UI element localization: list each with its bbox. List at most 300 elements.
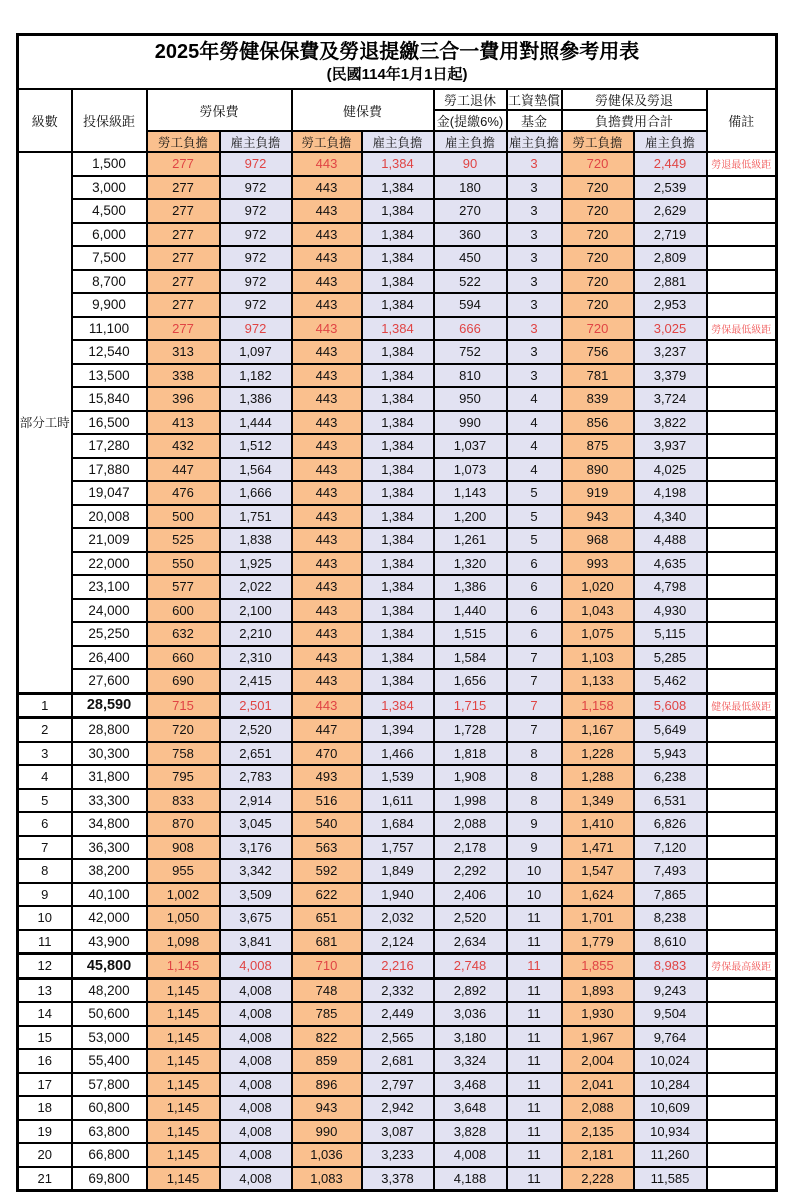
cell-total-employee: 1,779 [562,930,634,954]
cell-total-employee: 1,855 [562,954,634,979]
cell-bracket: 48,200 [72,978,147,1002]
cell-wage-fund-employer: 11 [507,1120,562,1144]
table-row [18,575,777,599]
cell-health-employer: 1,384 [362,622,434,646]
cell-total-employer: 3,379 [634,364,707,388]
cell-pension-employer: 1,908 [434,765,507,789]
cell-labor-employer: 1,444 [220,411,292,435]
cell-total-employer: 10,609 [634,1096,707,1120]
cell-wage-fund-employer: 8 [507,765,562,789]
cell-bracket: 53,000 [72,1026,147,1050]
cell-total-employee: 1,471 [562,836,634,860]
table-row [18,646,777,670]
cell-labor-employer: 972 [220,246,292,270]
cell-bracket: 30,300 [72,742,147,766]
cell-bracket: 55,400 [72,1049,147,1073]
cell-remark [707,1026,777,1050]
cell-pension-employer: 1,656 [434,669,507,693]
cell-health-employer: 1,384 [362,599,434,623]
cell-health-employee: 443 [292,340,362,364]
cell-health-employee: 443 [292,387,362,411]
cell-total-employer: 7,865 [634,883,707,907]
cell-pension-employer: 3,324 [434,1049,507,1073]
cell-bracket: 24,000 [72,599,147,623]
cell-health-employee: 443 [292,458,362,482]
cell-wage-fund-employer: 11 [507,1002,562,1026]
cell-total-employer: 10,284 [634,1073,707,1097]
cell-wage-fund-employer: 5 [507,505,562,529]
cell-labor-employer: 3,045 [220,812,292,836]
cell-remark [707,599,777,623]
table-row [18,718,777,742]
cell-health-employee: 443 [292,646,362,670]
cell-total-employer: 2,881 [634,270,707,294]
cell-wage-fund-employer: 4 [507,458,562,482]
cell-pension-employer: 180 [434,176,507,200]
cell-remark [707,906,777,930]
cell-total-employee: 1,547 [562,859,634,883]
cell-labor-employee: 277 [147,223,220,247]
cell-health-employee: 443 [292,693,362,718]
cell-total-employee: 1,043 [562,599,634,623]
table-row [18,1120,777,1144]
cell-bracket: 40,100 [72,883,147,907]
cell-labor-employee: 1,145 [147,1143,220,1167]
cell-wage-fund-employer: 11 [507,1143,562,1167]
cell-health-employee: 710 [292,954,362,979]
cell-remark [707,552,777,576]
cell-wage-fund-employer: 11 [507,1096,562,1120]
table-row [18,364,777,388]
cell-bracket: 63,800 [72,1120,147,1144]
cell-health-employee: 443 [292,317,362,341]
cell-health-employee: 443 [292,505,362,529]
cell-health-employee: 443 [292,622,362,646]
cell-bracket: 38,200 [72,859,147,883]
cell-level: 17 [18,1073,72,1097]
cell-labor-employee: 870 [147,812,220,836]
cell-total-employee: 720 [562,176,634,200]
cell-total-employee: 1,158 [562,693,634,718]
cell-pension-employer: 1,818 [434,742,507,766]
cell-total-employee: 1,967 [562,1026,634,1050]
subheader-pension-employer: 雇主負擔 [434,131,507,152]
cell-wage-fund-employer: 3 [507,176,562,200]
cell-health-employer: 1,384 [362,646,434,670]
cell-total-employer: 2,539 [634,176,707,200]
cell-labor-employee: 277 [147,293,220,317]
cell-pension-employer: 1,386 [434,575,507,599]
cell-bracket: 23,100 [72,575,147,599]
cell-pension-employer: 594 [434,293,507,317]
cell-total-employee: 720 [562,317,634,341]
cell-remark [707,883,777,907]
cell-level: 5 [18,789,72,813]
cell-labor-employer: 4,008 [220,978,292,1002]
cell-health-employee: 443 [292,481,362,505]
cell-health-employee: 443 [292,434,362,458]
cell-total-employer: 3,025 [634,317,707,341]
cell-total-employer: 9,504 [634,1002,707,1026]
cell-labor-employer: 4,008 [220,1026,292,1050]
cell-health-employer: 1,940 [362,883,434,907]
cell-wage-fund-employer: 10 [507,859,562,883]
cell-pension-employer: 3,648 [434,1096,507,1120]
cell-health-employer: 2,797 [362,1073,434,1097]
cell-pension-employer: 2,748 [434,954,507,979]
cell-remark [707,978,777,1002]
table-row [18,340,777,364]
cell-bracket: 1,500 [72,152,147,176]
cell-total-employee: 2,181 [562,1143,634,1167]
cell-total-employee: 1,288 [562,765,634,789]
cell-labor-employee: 908 [147,836,220,860]
cell-labor-employee: 277 [147,246,220,270]
cell-health-employer: 1,384 [362,387,434,411]
cell-wage-fund-employer: 9 [507,812,562,836]
cell-total-employee: 720 [562,152,634,176]
cell-labor-employee: 338 [147,364,220,388]
cell-wage-fund-employer: 7 [507,646,562,670]
cell-level: 10 [18,906,72,930]
cell-health-employer: 1,384 [362,528,434,552]
cell-health-employer: 1,384 [362,223,434,247]
cell-wage-fund-employer: 11 [507,1049,562,1073]
cell-labor-employee: 413 [147,411,220,435]
cell-health-employee: 990 [292,1120,362,1144]
cell-health-employer: 2,032 [362,906,434,930]
cell-bracket: 33,300 [72,789,147,813]
table-row [18,1026,777,1050]
table-row [18,1073,777,1097]
cell-labor-employer: 972 [220,317,292,341]
header-labor-insurance: 勞保費 [147,89,292,131]
cell-labor-employee: 396 [147,387,220,411]
cell-wage-fund-employer: 3 [507,340,562,364]
cell-level: 19 [18,1120,72,1144]
cell-level: 7 [18,836,72,860]
cell-health-employer: 1,384 [362,246,434,270]
cell-wage-fund-employer: 11 [507,1167,562,1191]
cell-remark: 勞保最高級距 [707,954,777,979]
cell-total-employee: 1,020 [562,575,634,599]
cell-labor-employer: 972 [220,223,292,247]
cell-labor-employer: 1,925 [220,552,292,576]
cell-remark: 勞保最低級距 [707,317,777,341]
header-wage-fund-line1: 工資墊償 [507,89,562,110]
cell-level: 15 [18,1026,72,1050]
cell-total-employee: 839 [562,387,634,411]
cell-labor-employee: 1,145 [147,1049,220,1073]
cell-pension-employer: 1,037 [434,434,507,458]
cell-remark [707,481,777,505]
header-bracket: 投保級距 [72,89,147,152]
cell-health-employee: 443 [292,223,362,247]
cell-labor-employee: 632 [147,622,220,646]
table-row [18,199,777,223]
table-row [18,411,777,435]
cell-health-employee: 859 [292,1049,362,1073]
cell-health-employee: 1,036 [292,1143,362,1167]
cell-total-employer: 2,449 [634,152,707,176]
cell-health-employer: 1,384 [362,669,434,693]
cell-wage-fund-employer: 11 [507,930,562,954]
cell-labor-employee: 1,098 [147,930,220,954]
cell-labor-employee: 525 [147,528,220,552]
cell-pension-employer: 1,998 [434,789,507,813]
cell-total-employer: 8,610 [634,930,707,954]
cell-pension-employer: 810 [434,364,507,388]
subheader-total-employee: 勞工負擔 [562,131,634,152]
cell-total-employer: 9,243 [634,978,707,1002]
table-row [18,978,777,1002]
cell-labor-employer: 1,386 [220,387,292,411]
cell-total-employer: 4,930 [634,599,707,623]
cell-level: 6 [18,812,72,836]
cell-health-employee: 896 [292,1073,362,1097]
table-row [18,552,777,576]
cell-labor-employee: 550 [147,552,220,576]
page-title: 2025年勞健保保費及勞退提繳三合一費用對照參考用表 [154,41,640,63]
cell-labor-employer: 972 [220,199,292,223]
cell-health-employee: 470 [292,742,362,766]
cell-total-employer: 2,953 [634,293,707,317]
cell-health-employee: 443 [292,152,362,176]
cell-total-employer: 4,198 [634,481,707,505]
cell-labor-employer: 972 [220,176,292,200]
table-row [18,765,777,789]
cell-level: 1 [18,693,72,718]
cell-health-employee: 748 [292,978,362,1002]
cell-health-employer: 1,384 [362,575,434,599]
cell-pension-employer: 2,892 [434,978,507,1002]
cell-labor-employer: 4,008 [220,1002,292,1026]
cell-total-employee: 943 [562,505,634,529]
cell-pension-employer: 990 [434,411,507,435]
cell-labor-employee: 1,145 [147,1167,220,1191]
cell-health-employee: 447 [292,718,362,742]
table-row [18,622,777,646]
cell-health-employee: 493 [292,765,362,789]
cell-remark [707,812,777,836]
cell-pension-employer: 2,088 [434,812,507,836]
cell-total-employee: 2,088 [562,1096,634,1120]
cell-health-employer: 1,394 [362,718,434,742]
cell-labor-employee: 1,145 [147,1120,220,1144]
cell-remark [707,270,777,294]
cell-labor-employee: 1,145 [147,978,220,1002]
cell-bracket: 57,800 [72,1073,147,1097]
cell-total-employer: 4,488 [634,528,707,552]
cell-health-employer: 1,684 [362,812,434,836]
cell-remark [707,505,777,529]
cell-pension-employer: 1,073 [434,458,507,482]
cell-level: 8 [18,859,72,883]
cell-labor-employee: 1,002 [147,883,220,907]
cell-total-employee: 1,930 [562,1002,634,1026]
cell-labor-employer: 4,008 [220,1167,292,1191]
cell-health-employer: 3,087 [362,1120,434,1144]
cell-remark [707,646,777,670]
cell-remark [707,223,777,247]
cell-labor-employer: 972 [220,270,292,294]
table-row [18,528,777,552]
cell-labor-employer: 2,210 [220,622,292,646]
cell-health-employee: 443 [292,246,362,270]
cell-bracket: 60,800 [72,1096,147,1120]
cell-health-employer: 2,124 [362,930,434,954]
cell-total-employer: 3,937 [634,434,707,458]
cell-remark [707,176,777,200]
cell-remark [707,293,777,317]
cell-labor-employer: 2,914 [220,789,292,813]
cell-total-employer: 5,115 [634,622,707,646]
cell-labor-employer: 1,182 [220,364,292,388]
cell-wage-fund-employer: 3 [507,199,562,223]
cell-total-employer: 2,719 [634,223,707,247]
cell-remark [707,411,777,435]
cell-total-employer: 4,798 [634,575,707,599]
cell-health-employee: 443 [292,364,362,388]
cell-health-employee: 443 [292,270,362,294]
table-row [18,176,777,200]
cell-labor-employer: 2,100 [220,599,292,623]
cell-labor-employee: 715 [147,693,220,718]
table-row [18,293,777,317]
cell-labor-employee: 1,145 [147,1096,220,1120]
cell-bracket: 50,600 [72,1002,147,1026]
cell-health-employer: 1,384 [362,458,434,482]
table-body [18,152,777,1191]
cell-total-employer: 5,649 [634,718,707,742]
cell-labor-employee: 1,145 [147,1026,220,1050]
table-row [18,789,777,813]
cell-wage-fund-employer: 11 [507,1073,562,1097]
cell-labor-employee: 277 [147,199,220,223]
cell-bracket: 7,500 [72,246,147,270]
subheader-labor-employee: 勞工負擔 [147,131,220,152]
cell-bracket: 66,800 [72,1143,147,1167]
table-row [18,481,777,505]
cell-total-employee: 720 [562,270,634,294]
cell-wage-fund-employer: 10 [507,883,562,907]
cell-health-employer: 1,384 [362,152,434,176]
cell-remark [707,528,777,552]
cell-pension-employer: 1,728 [434,718,507,742]
cell-total-employer: 10,024 [634,1049,707,1073]
cell-bracket: 8,700 [72,270,147,294]
cell-total-employee: 875 [562,434,634,458]
cell-remark [707,669,777,693]
header-row-1 [18,89,777,110]
table-row [18,270,777,294]
cell-wage-fund-employer: 3 [507,246,562,270]
cell-total-employee: 2,228 [562,1167,634,1191]
cell-wage-fund-employer: 11 [507,1026,562,1050]
cell-wage-fund-employer: 7 [507,669,562,693]
cell-total-employee: 720 [562,293,634,317]
cell-total-employer: 3,724 [634,387,707,411]
cell-wage-fund-employer: 4 [507,411,562,435]
cell-total-employee: 781 [562,364,634,388]
cell-remark [707,458,777,482]
cell-bracket: 13,500 [72,364,147,388]
cell-total-employee: 1,228 [562,742,634,766]
cell-pension-employer: 1,143 [434,481,507,505]
cell-health-employer: 1,384 [362,552,434,576]
cell-labor-employer: 972 [220,152,292,176]
table-row [18,458,777,482]
cell-bracket: 17,280 [72,434,147,458]
cell-total-employer: 3,822 [634,411,707,435]
cell-health-employer: 1,466 [362,742,434,766]
cell-labor-employer: 2,501 [220,693,292,718]
cell-health-employee: 822 [292,1026,362,1050]
cell-labor-employer: 3,509 [220,883,292,907]
cell-wage-fund-employer: 3 [507,152,562,176]
cell-bracket: 28,590 [72,693,147,718]
cell-total-employee: 720 [562,199,634,223]
cell-wage-fund-employer: 6 [507,599,562,623]
cell-pension-employer: 2,406 [434,883,507,907]
cell-health-employer: 1,611 [362,789,434,813]
cell-pension-employer: 2,292 [434,859,507,883]
cell-labor-employer: 3,841 [220,930,292,954]
page-subtitle: (民國114年1月1日起) [326,66,468,83]
subheader-total-employer: 雇主負擔 [634,131,707,152]
cell-total-employee: 1,624 [562,883,634,907]
cell-pension-employer: 2,178 [434,836,507,860]
cell-health-employer: 2,942 [362,1096,434,1120]
cell-remark [707,789,777,813]
cell-pension-employer: 1,320 [434,552,507,576]
cell-total-employer: 11,260 [634,1143,707,1167]
cell-labor-employee: 476 [147,481,220,505]
cell-labor-employer: 4,008 [220,1049,292,1073]
cell-remark: 勞退最低級距 [707,152,777,176]
cell-total-employee: 968 [562,528,634,552]
cell-remark [707,575,777,599]
cell-health-employee: 563 [292,836,362,860]
cell-health-employer: 2,332 [362,978,434,1002]
cell-health-employer: 1,384 [362,176,434,200]
table-row [18,152,777,176]
cell-pension-employer: 1,515 [434,622,507,646]
cell-pension-employer: 3,468 [434,1073,507,1097]
cell-remark [707,1073,777,1097]
cell-labor-employee: 500 [147,505,220,529]
cell-health-employee: 443 [292,293,362,317]
cell-labor-employee: 577 [147,575,220,599]
header-health-insurance: 健保費 [292,89,434,131]
cell-bracket: 34,800 [72,812,147,836]
cell-bracket: 6,000 [72,223,147,247]
cell-level: 21 [18,1167,72,1191]
cell-health-employer: 3,233 [362,1143,434,1167]
subheader-health-employee: 勞工負擔 [292,131,362,152]
cell-total-employee: 720 [562,246,634,270]
header-total-line1: 勞健保及勞退 [562,89,707,110]
cell-labor-employee: 277 [147,270,220,294]
cell-total-employer: 4,340 [634,505,707,529]
cell-labor-employee: 1,050 [147,906,220,930]
cell-total-employer: 5,943 [634,742,707,766]
cell-wage-fund-employer: 5 [507,481,562,505]
cell-bracket: 43,900 [72,930,147,954]
cell-bracket: 19,047 [72,481,147,505]
cell-remark [707,836,777,860]
cell-health-employer: 1,384 [362,693,434,718]
